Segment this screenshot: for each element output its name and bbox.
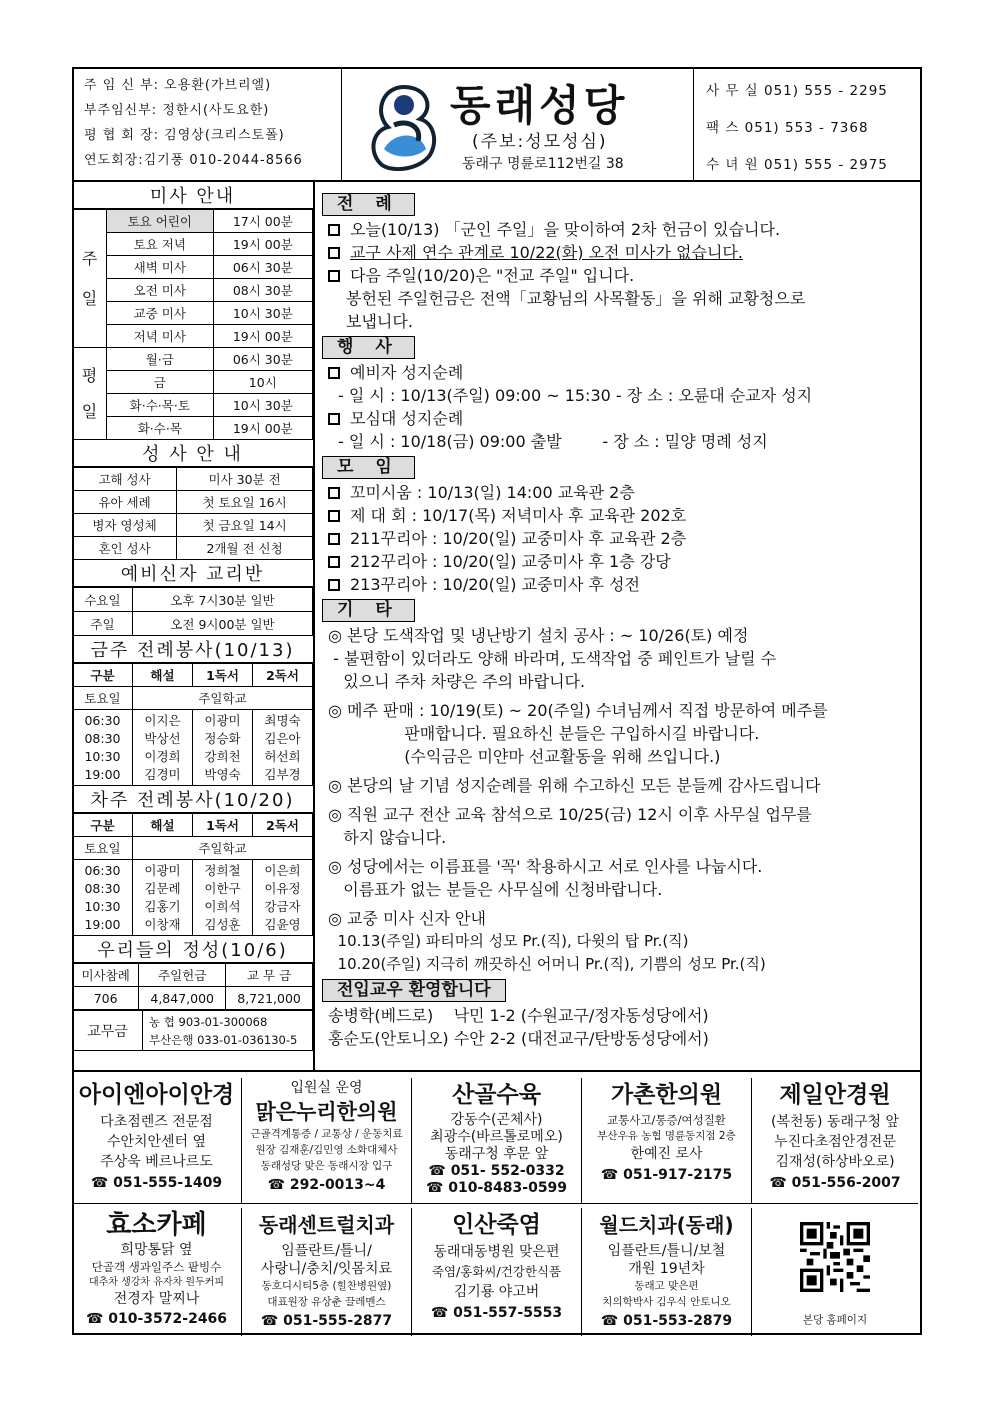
list-item: 예비자 성지순례: [318, 361, 918, 384]
mass-time: 19시 00분: [213, 325, 312, 348]
list-item: 오늘(10/13) 「군인 주일」을 맞이하여 2차 헌금이 있습니다.: [318, 218, 918, 241]
ad-ini-glasses: [72, 1078, 242, 1203]
col-header: 구분: [73, 814, 133, 837]
col-header: 1독서: [193, 814, 253, 837]
header: [72, 67, 922, 182]
class-day: 주일: [73, 612, 133, 636]
offering-table: [72, 963, 313, 1010]
service-next-week-table: [72, 813, 313, 936]
list-item-detail: - 일 시 : 10/13(주일) 09:00 ~ 15:30 - 장 소 : 오륜대 순교자 성지: [338, 386, 813, 405]
notice-line: ◎ 교중 미사 신자 안내: [328, 909, 486, 928]
ad-line: 누진다초점안경전문: [774, 1134, 896, 1150]
mass-name: 월·금: [107, 348, 214, 371]
church-address: 동래구 명륜로112번길 38: [462, 156, 624, 172]
sacrament-name: 고해 성사: [73, 468, 177, 491]
liturgy-tag: 전 례: [322, 193, 415, 216]
pastor: 주 임 신 부: 오용환(가브리엘): [84, 78, 272, 93]
notice-line: 10.20(주일) 지극히 깨끗하신 어머니 Pr.(직), 기쁨의 성모 Pr.(직): [328, 955, 766, 973]
mass-schedule-title: 미사 안내: [72, 182, 313, 209]
attendance-value: 706: [73, 987, 139, 1010]
notice-line: ◎ 성당에서는 이름표를 '꼭' 착용하시고 서로 인사를 나눕시다.: [328, 857, 763, 876]
catechism-table: [72, 587, 313, 636]
mass-name: 저녁 미사: [107, 325, 214, 348]
narrators: 이지은 박상선 이경희 김경미: [133, 710, 193, 786]
list-item-detail: 보냅니다.: [346, 312, 413, 331]
ad-line: 동래성당 맞은 동래시장 입구: [260, 1160, 393, 1172]
col-header: 해설: [133, 814, 193, 837]
col-header: 2독서: [253, 664, 313, 687]
office-phone: 사 무 실 051) 555 - 2295: [706, 83, 888, 99]
checkbox-icon: [328, 487, 340, 499]
ad-malgeun-clinic: [242, 1078, 412, 1203]
ad-line: 대표원장 유상춘 끌레멘스: [267, 1296, 386, 1308]
new-member: 홍순도(안토니오) 수안 2-2 (대전교구/탄방동성당에서): [328, 1029, 709, 1048]
notice-line: 10.13(주일) 파티마의 성모 Pr.(직), 다윗의 탑 Pr.(직): [328, 932, 689, 950]
tithe-value: 8,721,000: [226, 987, 313, 1010]
mass-name: 새벽 미사: [107, 256, 214, 279]
list-item: 교구 사제 연수 관계로 10/22(화) 오전 미사가 없습니다.: [318, 241, 918, 264]
mass-time: 08시 30분: [213, 279, 312, 302]
list-item: 213꾸리아 : 10/20(일) 교중미사 후 성전: [318, 573, 918, 596]
ad-line: 강동수(곤체사): [450, 1112, 543, 1128]
notice-line: ◎ 직원 교구 전산 교육 참석으로 10/25(금) 12시 이후 사무실 업무를: [328, 805, 812, 824]
ad-line: (복천동) 동래구청 앞: [770, 1114, 900, 1130]
ad-qr: [752, 1208, 918, 1336]
class-day: 수요일: [73, 588, 133, 612]
ad-line: 김기룡 야고버: [453, 1284, 540, 1300]
ad-line: 근골격계통증 / 교통상 / 운동치료: [250, 1128, 403, 1140]
ad-line: 동래대동병원 맞은편: [433, 1244, 560, 1260]
ad-phone: ☎ 051-555-2877: [260, 1313, 393, 1329]
ad-title: 제일안경원: [779, 1082, 891, 1108]
mass-name: 화·수·목·토: [107, 394, 214, 417]
checkbox-icon: [328, 510, 340, 522]
list-item-detail: 봉헌된 주일헌금은 전액「교황님의 사목활동」을 위해 교황청으로: [346, 289, 806, 308]
mass-name: 오전 미사: [107, 279, 214, 302]
service-times: 06:30 08:30 10:30 19:00: [73, 860, 133, 936]
ad-title: 인산죽염: [452, 1212, 541, 1238]
ad-phone: ☎ 051-553-2879: [600, 1313, 733, 1329]
notice-line: 이름표가 없는 분들은 사무실에 신청바랍니다.: [328, 880, 663, 899]
col-header: 1독서: [193, 664, 253, 687]
ad-phone: ☎ 051-557-5553: [430, 1305, 563, 1321]
mass-name: 토요 어린이: [107, 210, 214, 233]
ad-line: 치의학박사 김우식 안토니오: [602, 1296, 731, 1308]
qr-code-icon[interactable]: [800, 1222, 870, 1292]
mass-name: 토요 저녁: [107, 233, 214, 256]
sacrament-time: 미사 30분 전: [177, 468, 313, 491]
first-readers: 이광미 정승화 강희천 박영숙: [193, 710, 253, 786]
catechism-title: 예비신자 교리반: [72, 560, 313, 587]
col-header: 미사참례: [73, 964, 139, 987]
mass-time: 19시 00분: [213, 417, 312, 440]
notice-line: ◎ 본당 도색작업 및 냉난방기 설치 공사 : ~ 10/26(토) 예정: [328, 626, 749, 645]
checkbox-icon: [328, 413, 340, 425]
ad-line: 최광수(바르톨로메오): [430, 1129, 563, 1145]
mass-time: 10시 30분: [213, 302, 312, 325]
ad-line: 교통사고/통증/여성질환: [607, 1113, 726, 1127]
ad-phone: ☎ 010-3572-2466: [85, 1311, 228, 1327]
ad-line: 동호디시티5층 (힐찬병원옆): [261, 1280, 392, 1292]
clergy-info: [72, 67, 342, 180]
ad-central-dental: [242, 1208, 412, 1336]
qr-caption: 본당 홈페이지: [802, 1314, 868, 1326]
ad-title: 동래센트럴치과: [258, 1213, 395, 1237]
narrators: 이광미 김문례 김홍기 이창재: [133, 860, 193, 936]
saturday-value: 주일학교: [133, 687, 313, 710]
region-head: 연도회장:김기풍 010-2044-8566: [84, 153, 303, 168]
mass-time: 19시 00분: [213, 233, 312, 256]
ad-title: 아이엔아이안경: [78, 1082, 235, 1108]
list-item: 모심대 성지순례: [318, 407, 918, 430]
ad-line: 입원실 운영: [290, 1080, 363, 1096]
ad-line: 다초점렌즈 전문점: [100, 1114, 213, 1130]
ad-title: 효소카페: [106, 1210, 207, 1240]
contacts: [694, 67, 920, 180]
new-member: 송병학(베드로) 낙민 1-2 (수원교구/정자동성당에서): [328, 1006, 709, 1025]
ad-hyoso-cafe: [72, 1208, 242, 1336]
notice-line: ◎ 메주 판매 : 10/19(토) ~ 20(주일) 수녀님께서 직접 방문하여 메주를: [328, 701, 828, 720]
saturday-label: 토요일: [73, 837, 133, 860]
sacrament-name: 유아 세례: [73, 491, 177, 514]
sacrament-time: 2개월 전 신청: [177, 537, 313, 560]
second-readers: 이은희 이유정 강금자 김윤영: [253, 860, 313, 936]
service-times: 06:30 08:30 10:30 19:00: [73, 710, 133, 786]
sacrament-time: 첫 금요일 14시: [177, 514, 313, 537]
church-logo-icon: [364, 79, 444, 171]
checkbox-icon: [328, 556, 340, 568]
convent-phone: 수 녀 원 051) 555 - 2975: [706, 157, 888, 173]
ad-line: 죽염/홍화씨/건강한식품: [431, 1264, 562, 1279]
assistant-pastor: 부주임신부: 정한시(사도요한): [84, 103, 270, 118]
notice-line: 하지 않습니다.: [328, 828, 447, 847]
checkbox-icon: [328, 579, 340, 591]
misc-tag: 기 타: [322, 599, 415, 622]
list-item: 제 대 회 : 10/17(목) 저녁미사 후 교육관 202호: [318, 504, 918, 527]
ad-line: 대추차 생강차 유자차 원두커피: [88, 1277, 225, 1288]
ad-line: 사랑니/충치/잇몸치료: [260, 1261, 393, 1277]
col-header: 구분: [73, 664, 133, 687]
council-president: 평 협 회 장: 김영상(크리스토폴): [84, 128, 285, 143]
class-time: 오후 7시30분 일반: [133, 588, 313, 612]
notice-line: - 불편함이 있더라도 양해 바라며, 도색작업 중 페인트가 날릴 수: [328, 649, 777, 668]
ad-line: 임플란트/틀니/: [281, 1243, 372, 1259]
list-item: 다음 주일(10/20)은 "전교 주일" 입니다.: [318, 264, 918, 287]
welcome-tag: 전입교우 환영합니다: [322, 979, 506, 1002]
checkbox-icon: [328, 247, 340, 259]
mass-time: 06시 30분: [213, 348, 312, 371]
mass-time: 10시 30분: [213, 394, 312, 417]
service-this-week-table: [72, 663, 313, 786]
col-header: 주일헌금: [139, 964, 226, 987]
mass-schedule-table: [72, 209, 313, 440]
ad-phone: ☎ 051-556-2007: [769, 1175, 901, 1191]
list-item: 212꾸리아 : 10/20(일) 교중미사 후 1층 강당: [318, 550, 918, 573]
weekday-label: 평 일: [73, 348, 107, 440]
mass-time: 10시: [213, 371, 312, 394]
ad-line: 수안치안센터 옆: [106, 1134, 207, 1150]
ad-title: 월드치과(동래): [599, 1213, 734, 1237]
ad-title: 가촌한의원: [610, 1082, 723, 1108]
sacrament-name: 혼인 성사: [73, 537, 177, 560]
ad-phone: ☎ 292-0013~4: [267, 1177, 386, 1193]
sacrament-time: 첫 토요일 16시: [177, 491, 313, 514]
patron-subtitle: (주보:성모성심): [472, 132, 608, 152]
mass-time: 17시 00분: [213, 210, 312, 233]
left-column: [72, 182, 315, 1070]
ad-line: 개원 19년차: [628, 1261, 705, 1277]
ad-phone: ☎ 051- 552-0332 ☎ 010-8483-0599: [425, 1163, 568, 1196]
ad-line: 원장 김재훈/김민영 소화대체사: [255, 1144, 398, 1156]
col-header: 2독서: [253, 814, 313, 837]
ad-line: 단골객 생과일주스 팥빙수: [91, 1260, 222, 1274]
ad-line: 전경자 말찌나: [113, 1291, 200, 1307]
ad-title: 산골수육: [452, 1082, 541, 1108]
events-tag: 행 사: [322, 336, 415, 359]
checkbox-icon: [328, 224, 340, 236]
saturday-value: 주일학교: [133, 837, 313, 860]
col-header: 해설: [133, 664, 193, 687]
class-time: 오전 9시00분 일반: [133, 612, 313, 636]
church-title-block: [342, 67, 694, 180]
ad-sangol-suyuk: [412, 1078, 582, 1203]
ad-line: 희망통닭 옆: [120, 1242, 193, 1258]
ad-line: 동래구청 후문 앞: [444, 1146, 549, 1162]
ad-title: 맑은누리한의원: [255, 1100, 398, 1124]
service-this-week-title: 금주 전례봉사(10/13): [72, 636, 313, 663]
first-readers: 정희철 이한구 이희석 김성훈: [193, 860, 253, 936]
mass-name: 화·수·목: [107, 417, 214, 440]
checkbox-icon: [328, 367, 340, 379]
ad-insan-bamboo-salt: [412, 1208, 582, 1336]
ads-section: [72, 1070, 922, 1335]
sacrament-title: 성 사 안 내: [72, 440, 313, 467]
ad-phone: ☎ 051-555-1409: [90, 1175, 223, 1191]
church-title: 동래성당: [450, 81, 629, 130]
list-item: 꼬미시움 : 10/13(일) 14:00 교육관 2층: [318, 481, 918, 504]
ad-gachon-clinic: [582, 1078, 752, 1203]
notice-line: 판매합니다. 필요하신 분들은 구입하시길 바랍니다.: [328, 724, 760, 743]
account-numbers: 농 협 903-01-300068 부산은행 033-01-036130-5: [143, 1011, 313, 1051]
mass-name: 교중 미사: [107, 302, 214, 325]
list-item-detail: - 일 시 : 10/18(금) 09:00 출발 - 장 소 : 밀양 명례 성지: [338, 432, 768, 451]
sacrament-name: 병자 영성체: [73, 514, 177, 537]
ad-line: 김재성(하상바오로): [775, 1154, 895, 1170]
notice-line: (수익금은 미얀마 선교활동을 위해 쓰입니다.): [328, 747, 721, 766]
sunday-label: 주 일: [73, 210, 107, 348]
offering-value: 4,847,000: [139, 987, 226, 1010]
offering-title: 우리들의 정성(10/6): [72, 936, 313, 963]
ad-line: 한예진 로사: [630, 1146, 703, 1162]
ad-line: 임플란트/틀니/보철: [607, 1243, 726, 1259]
checkbox-icon: [328, 533, 340, 545]
meetings-tag: 모 임: [322, 456, 415, 479]
list-item: 211꾸리아 : 10/20(일) 교중미사 후 교육관 2층: [318, 527, 918, 550]
col-header: 교 무 금: [226, 964, 313, 987]
notice-line: 있으니 주차 차량은 주의 바랍니다.: [328, 672, 586, 691]
second-readers: 최명숙 김은아 허선희 김부경: [253, 710, 313, 786]
mass-time: 06시 30분: [213, 256, 312, 279]
notice-line: ◎ 본당의 날 기념 성지순례를 위해 수고하신 모든 분들께 감사드립니다: [328, 776, 821, 795]
sacrament-table: [72, 467, 313, 560]
mass-name: 금: [107, 371, 214, 394]
fax-number: 팩 스 051) 553 - 7368: [706, 120, 869, 136]
checkbox-icon: [328, 270, 340, 282]
account-table: [72, 1010, 313, 1051]
ad-phone: ☎ 051-917-2175: [600, 1167, 733, 1183]
saturday-label: 토요일: [73, 687, 133, 710]
announcements: [318, 190, 918, 1050]
ad-line: 부산우유 농협 명륜동지점 2층: [597, 1130, 736, 1142]
service-next-week-title: 차주 전례봉사(10/20): [72, 786, 313, 813]
ad-world-dental: [582, 1208, 752, 1336]
ad-line: 동래고 맞은편: [634, 1280, 699, 1292]
account-label: 교무금: [73, 1011, 143, 1051]
ad-line: 주상욱 베르나르도: [100, 1154, 213, 1170]
ad-jeil-glasses: [752, 1078, 918, 1203]
